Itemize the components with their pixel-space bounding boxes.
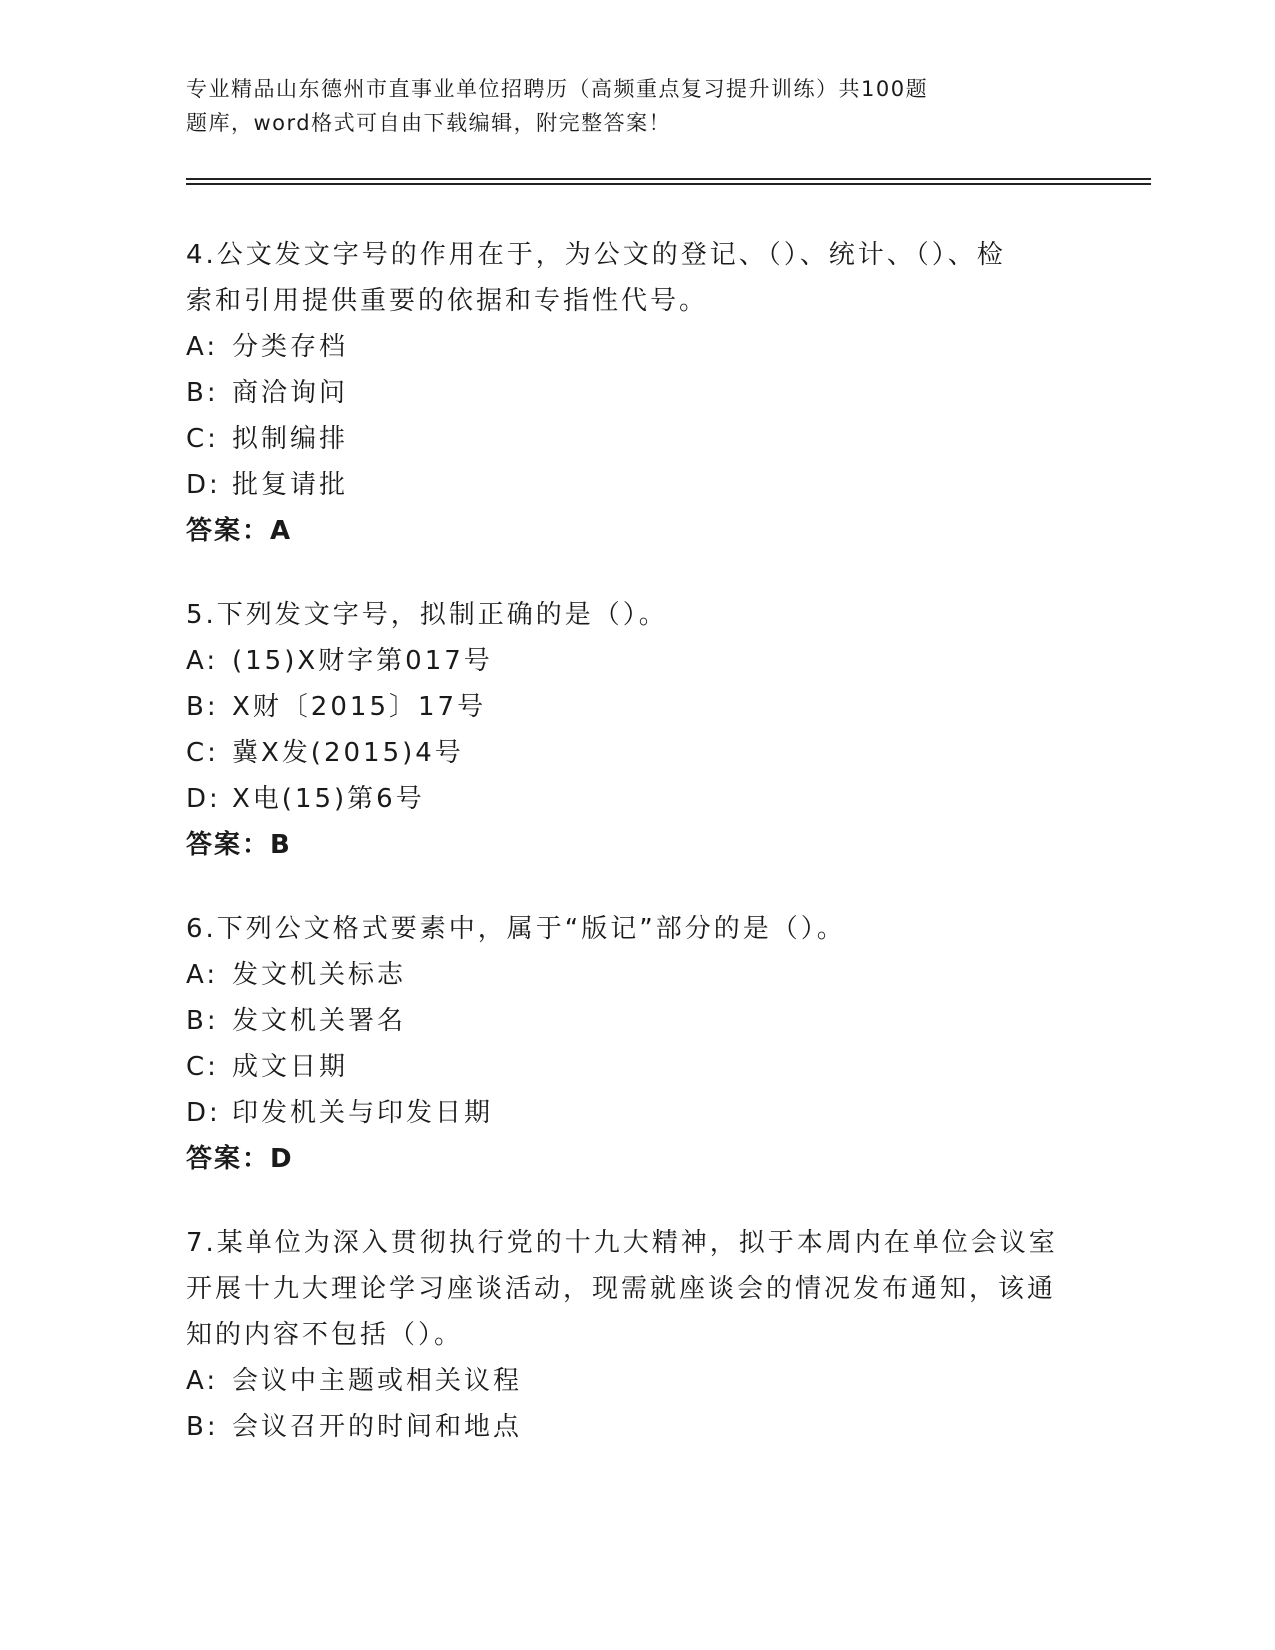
option-text: 成文日期 [232,1052,349,1082]
question-5 [186,592,1066,868]
option-a [186,324,1066,370]
option-c [186,416,1066,462]
option-a [186,638,1066,684]
option-text: 发文机关署名 [232,1006,407,1036]
option-a [186,952,1066,998]
answer-label: 答案：D [186,1144,294,1174]
question-stem-line: 5.下列发文字号，拟制正确的是（）。 [186,600,668,630]
option-list [186,324,1066,508]
option-letter: C: [186,424,219,454]
option-text: X电(15)第6号 [232,784,425,814]
option-b [186,684,1066,730]
option-text: 商洽询问 [232,378,349,408]
option-letter: A: [186,332,219,362]
option-letter: A: [186,1366,219,1396]
option-letter: B: [186,1412,219,1442]
header-line-2: 题库，word格式可自由下载编辑，附完整答案！ [186,111,672,135]
question-7 [186,1220,1066,1450]
header-line-1: 专业精品山东德州市直事业单位招聘历（高频重点复习提升训练）共100题 [186,77,929,101]
option-text: X财〔2015〕17号 [232,692,487,722]
option-list [186,952,1066,1136]
option-list [186,1358,1066,1450]
option-text: 会议召开的时间和地点 [232,1412,523,1442]
header-divider-bottom [186,183,1151,185]
option-text: 批复请批 [232,470,349,500]
option-text: 分类存档 [232,332,349,362]
document-header [186,72,1026,140]
option-text: (15)X财字第017号 [232,646,493,676]
question-list [186,232,1066,1488]
question-stem-line: 6.下列公文格式要素中，属于“版记”部分的是（）。 [186,914,846,944]
question-stem-line: 索和引用提供重要的依据和专指性代号。 [186,286,709,316]
option-d [186,776,1066,822]
option-letter: B: [186,1006,219,1036]
option-letter: C: [186,738,219,768]
option-letter: C: [186,1052,219,1082]
header-divider-top [186,178,1151,180]
option-text: 拟制编排 [232,424,349,454]
question-stem-line: 7.某单位为深入贯彻执行党的十九大精神，拟于本周内在单位会议室 [186,1228,1058,1258]
option-letter: D: [186,784,221,814]
question-stem-line: 4.公文发文字号的作用在于，为公文的登记、（）、统计、（）、检 [186,240,1006,270]
option-letter: B: [186,378,219,408]
answer-label: 答案：B [186,830,292,860]
option-letter: B: [186,692,219,722]
option-text: 发文机关标志 [232,960,407,990]
option-b [186,370,1066,416]
option-list [186,638,1066,822]
option-text: 冀X发(2015)4号 [232,738,464,768]
option-letter: D: [186,470,221,500]
option-letter: A: [186,646,219,676]
option-d [186,462,1066,508]
question-stem-line: 开展十九大理论学习座谈活动，现需就座谈会的情况发布通知，该通 [186,1274,1057,1304]
option-b [186,1404,1066,1450]
option-b [186,998,1066,1044]
question-stem-line: 知的内容不包括（）。 [186,1320,464,1350]
option-letter: A: [186,960,219,990]
option-letter: D: [186,1098,221,1128]
option-text: 会议中主题或相关议程 [232,1366,523,1396]
answer-label: 答案：A [186,516,293,546]
option-c [186,1044,1066,1090]
option-d [186,1090,1066,1136]
question-6 [186,906,1066,1182]
option-a [186,1358,1066,1404]
question-4 [186,232,1066,554]
option-text: 印发机关与印发日期 [232,1098,494,1128]
option-c [186,730,1066,776]
